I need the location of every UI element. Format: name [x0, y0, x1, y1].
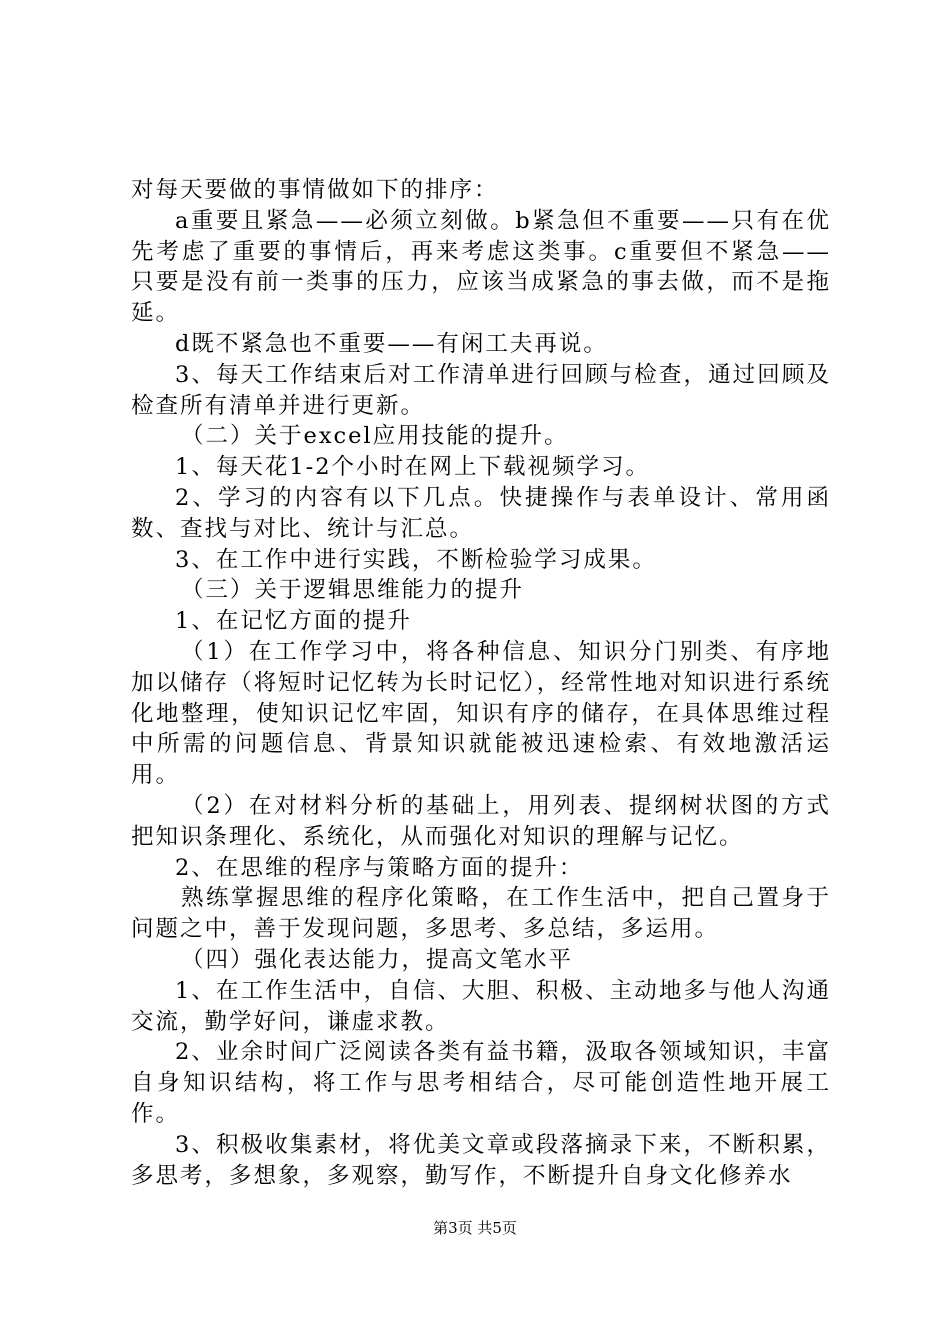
paragraph: 3、每天工作结束后对工作清单进行回顾与检查，通过回顾及检查所有清单并进行更新。	[131, 361, 831, 419]
paragraph: a重要且紧急——必须立刻做。b紧急但不重要——只有在优先考虑了重要的事情后，再来考虑这类事。c重要但不紧急——只要是没有前一类事的压力，应该当成紧急的事去做，而不是拖延。	[131, 207, 831, 327]
paragraph: 2、业余时间广泛阅读各类有益书籍，汲取各领域知识，丰富自身知识结构，将工作与思考相结合，尽可能创造性地开展工作。	[131, 1039, 831, 1127]
paragraph: 熟练掌握思维的程序化策略，在工作生活中，把自己置身于问题之中，善于发现问题，多思考、多总结，多运用。	[131, 885, 831, 943]
paragraph: （2）在对材料分析的基础上，用列表、提纲树状图的方式把知识条理化、系统化，从而强化对知识的理解与记忆。	[131, 792, 831, 850]
paragraph: 对每天要做的事情做如下的排序：	[131, 177, 499, 203]
page-number-footer: 第3页 共5页	[433, 1219, 517, 1237]
paragraph: 3、在工作中进行实践，不断检验学习成果。	[175, 546, 657, 573]
document-body	[131, 175, 831, 1191]
paragraph: （1）在工作学习中，将各种信息、知识分门别类、有序地加以储存（将短时记忆转为长时记忆），经常性地对知识进行系统化地整理，使知识记忆牢固，知识有序的储存，在具体思维过程中所需的问题信息、背景知识就能被迅速检索、有效地激活运用。	[131, 638, 831, 789]
section-heading: （三）关于逻辑思维能力的提升	[181, 577, 525, 604]
paragraph: 2、学习的内容有以下几点。快捷操作与表单设计、常用函数、查找与对比、统计与汇总。	[131, 484, 831, 542]
paragraph: 3、积极收集素材，将优美文章或段落摘录下来，不断积累，多思考，多想象，多观察，勤写作，不断提升自身文化修养水	[131, 1131, 831, 1189]
paragraph: 2、在思维的程序与策略方面的提升：	[175, 854, 584, 881]
paragraph: 1、在记忆方面的提升	[175, 608, 412, 635]
paragraph: 1、每天花1-2个小时在网上下载视频学习。	[175, 454, 651, 481]
paragraph: 1、在工作生活中，自信、大胆、积极、主动地多与他人沟通交流，勤学好问，谦虚求教。	[131, 977, 831, 1035]
section-heading: （四）强化表达能力，提高文笔水平	[181, 946, 574, 973]
paragraph: d既不紧急也不重要——有闲工夫再说。	[175, 330, 608, 357]
section-heading: （二）关于excel应用技能的提升。	[181, 423, 569, 450]
